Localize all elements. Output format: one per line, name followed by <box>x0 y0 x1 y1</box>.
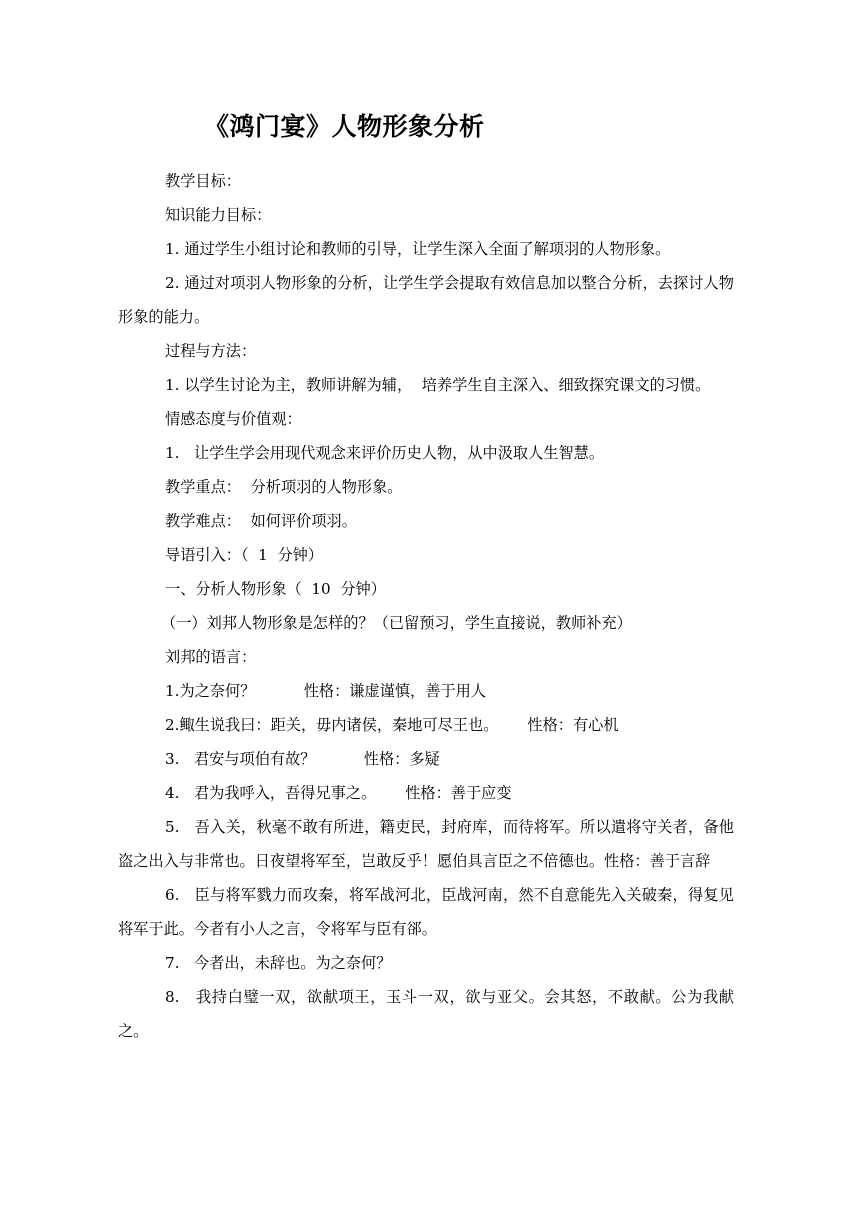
paragraph: 知识能力目标： <box>165 206 272 224</box>
paragraph: 导语引入：（ 1 分钟） <box>165 546 324 564</box>
paragraph: 2. 通过对项羽人物形象的分析，让学生学会提取有效信息加以整合分析，去探讨人物形象的能力。 <box>118 274 734 326</box>
paragraph: 1. 以学生讨论为主，教师讲解为辅， 培养学生自主深入、细致探究课文的习惯。 <box>165 376 711 394</box>
paragraph: 2.鲰生说我曰：距关，毋内诸侯，秦地可尽王也。 性格：有心机 <box>165 716 619 734</box>
paragraph: 过程与方法： <box>165 342 257 360</box>
paragraph: 一、分析人物形象（ 10 分钟） <box>165 580 386 598</box>
paragraph: 刘邦的语言： <box>165 648 257 666</box>
paragraph: 3. 君安与项伯有故？ 性格：多疑 <box>165 750 440 768</box>
paragraph: 教学难点： 如何评价项羽。 <box>165 512 357 530</box>
paragraph: 5. 吾入关，秋毫不敢有所进，籍吏民，封府库，而待将军。所以遣将守关者，备他盗之出入与非常也。日夜望将军至，岂敢反乎！愿伯具言臣之不倍德也。性格：善于言辞 <box>118 818 734 870</box>
paragraph: 情感态度与价值观： <box>165 410 302 428</box>
paragraph: 6. 臣与将军戮力而攻秦，将军战河北，臣战河南，然不自意能先入关破秦，得复见将军于此。今者有小人之言，令将军与臣有郤。 <box>118 886 734 938</box>
document-body <box>118 164 734 1048</box>
paragraph: 8. 我持白璧一双，欲献项王，玉斗一双，欲与亚父。会其怒，不敢献。公为我献之。 <box>118 988 734 1040</box>
paragraph: 4. 君为我呼入，吾得兄事之。 性格：善于应变 <box>165 784 512 802</box>
paragraph: 教学目标： <box>165 172 241 190</box>
paragraph: 1.为之奈何？ 性格：谦虚谨慎，善于用人 <box>165 682 486 700</box>
paragraph: 教学重点： 分析项羽的人物形象。 <box>165 478 403 496</box>
paragraph: 1. 让学生学会用现代观念来评价历史人物，从中汲取人生智慧。 <box>165 444 605 462</box>
paragraph: 7. 今者出，未辞也。为之奈何？ <box>165 954 392 972</box>
document-title: 《鸿门宴》人物形象分析 <box>204 112 485 141</box>
paragraph: 1. 通过学生小组讨论和教师的引导，让学生深入全面了解项羽的人物形象。 <box>165 240 671 258</box>
paragraph: （一）刘邦人物形象是怎样的？（已留预习，学生直接说，教师补充） <box>161 614 632 632</box>
